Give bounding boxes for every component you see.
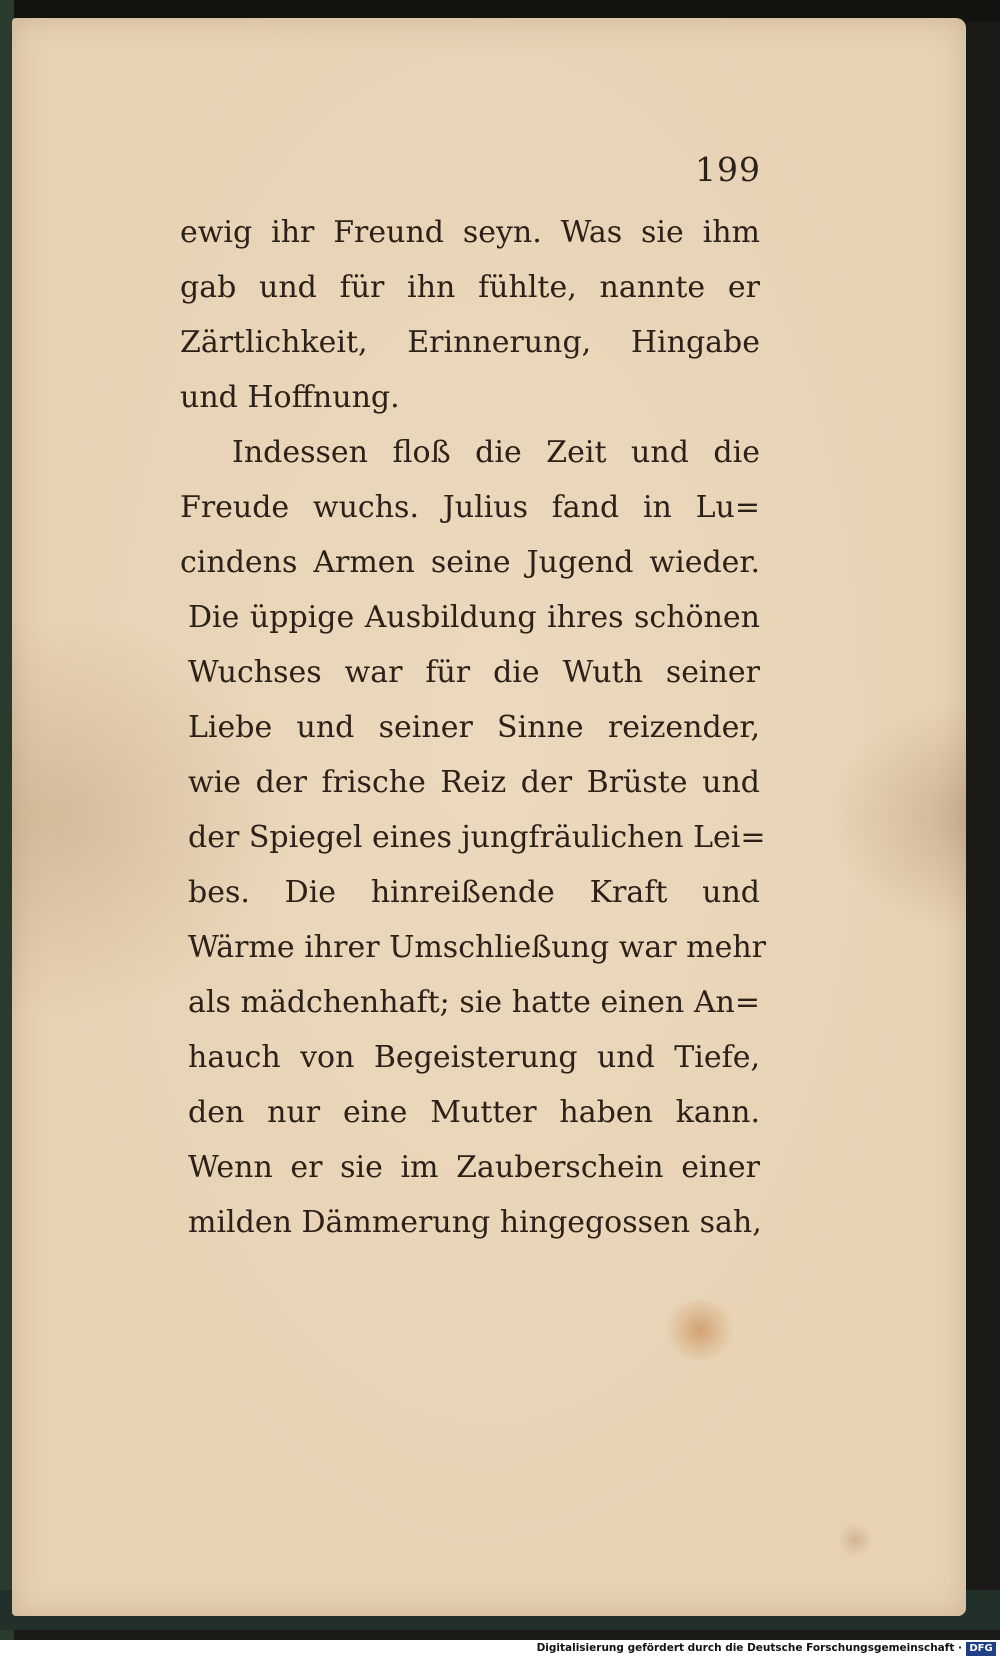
text-line: Wärme ihrer Umschließung war mehr [188, 930, 766, 965]
text-line: bes. Die hinreißende Kraft und [188, 875, 760, 910]
text-line: gab und für ihn fühlte, nannte er [180, 270, 760, 305]
text-line: als mädchenhaft; sie hatte einen An= [188, 985, 760, 1020]
footer-credit: Digitalisierung gefördert durch die Deutsche Forschungsgemeinschaft · [536, 1642, 962, 1654]
text-line: Wenn er sie im Zauberschein einer [188, 1150, 760, 1185]
text-line: den nur eine Mutter haben kann. [188, 1095, 760, 1130]
text-line: cindens Armen seine Jugend wieder. [180, 545, 760, 580]
page-number: 199 [695, 150, 761, 189]
text-line: Indessen floß die Zeit und die [232, 435, 760, 470]
dfg-logo: DFG [966, 1642, 996, 1656]
text-line: Die üppige Ausbildung ihres schönen [188, 600, 760, 635]
text-line: milden Dämmerung hingegossen sah, [188, 1205, 762, 1240]
text-line: der Spiegel eines jungfräulichen Lei= [188, 820, 766, 855]
text-line: hauch von Begeisterung und Tiefe, [188, 1040, 760, 1075]
text-line: Freude wuchs. Julius fand in Lu= [180, 490, 760, 525]
text-line: Liebe und seiner Sinne reizender, [188, 710, 760, 745]
paper-stain [665, 1300, 735, 1360]
paper-stain-small [840, 1520, 870, 1560]
text-line: ewig ihr Freund seyn. Was sie ihm [180, 215, 760, 250]
text-line: und Hoffnung. [180, 380, 400, 415]
text-line: wie der frische Reiz der Brüste und [188, 765, 760, 800]
text-line: Wuchses war für die Wuth seiner [188, 655, 760, 690]
text-line: Zärtlichkeit, Erinnerung, Hingabe [180, 325, 760, 360]
page-text [180, 205, 766, 1250]
